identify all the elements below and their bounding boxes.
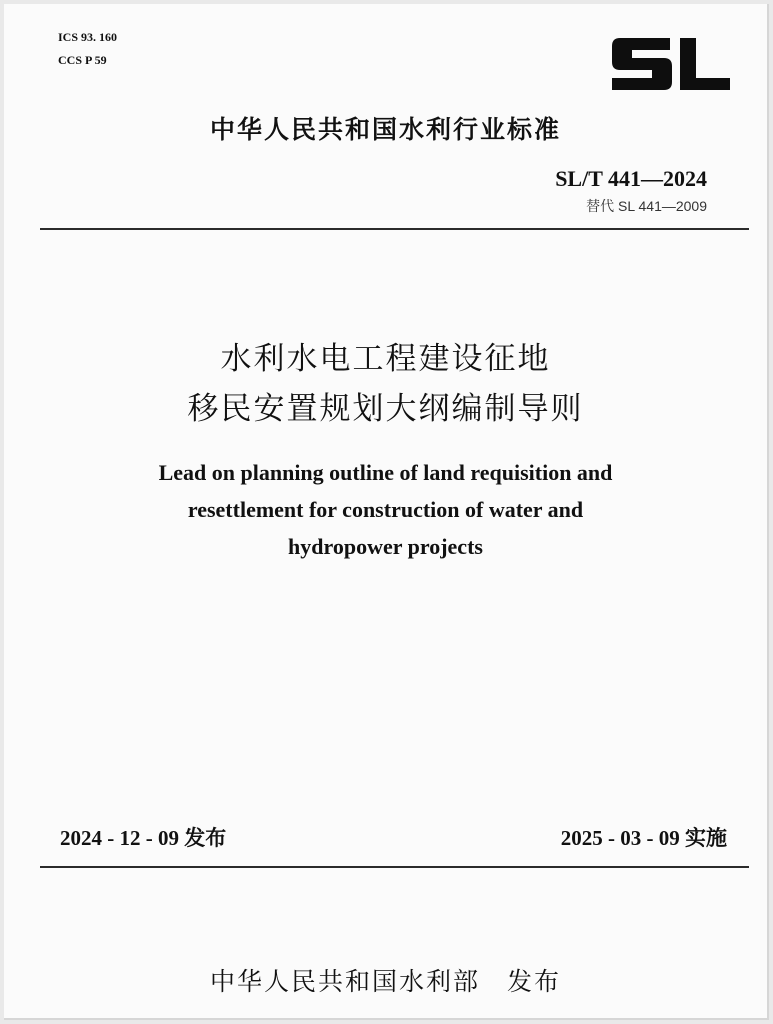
chinese-title (4, 334, 767, 434)
bottom-divider (40, 866, 749, 868)
english-title-line-3: hydropower projects (288, 534, 483, 559)
chinese-title-line-2: 移民安置规划大纲编制导则 (187, 391, 584, 427)
standard-number: SL/T 441—2024 (555, 166, 707, 191)
document-cover (4, 4, 769, 1020)
industry-standard-heading: 中华人民共和国水利行业标准 (209, 115, 561, 144)
classification-codes (58, 26, 117, 72)
effective-date: 2025 - 03 - 09 实施 (560, 826, 727, 850)
ics-code: ICS 93. 160 (58, 30, 118, 44)
english-title-line-1: Lead on planning outline of land requisition and (158, 460, 613, 485)
replaced-standard: 替代 SL 441—2009 (586, 198, 707, 214)
issue-date: 2024 - 12 - 09 发布 (60, 826, 227, 850)
ccs-code: CCS P 59 (58, 53, 107, 67)
english-title (4, 454, 767, 565)
english-title-line-2: resettlement for construction of water and (187, 497, 584, 522)
chinese-title-line-1: 水利水电工程建设征地 (220, 341, 551, 377)
top-divider (40, 228, 749, 230)
sl-logo (608, 34, 732, 94)
publisher: 中华人民共和国水利部 发布 (209, 967, 561, 996)
